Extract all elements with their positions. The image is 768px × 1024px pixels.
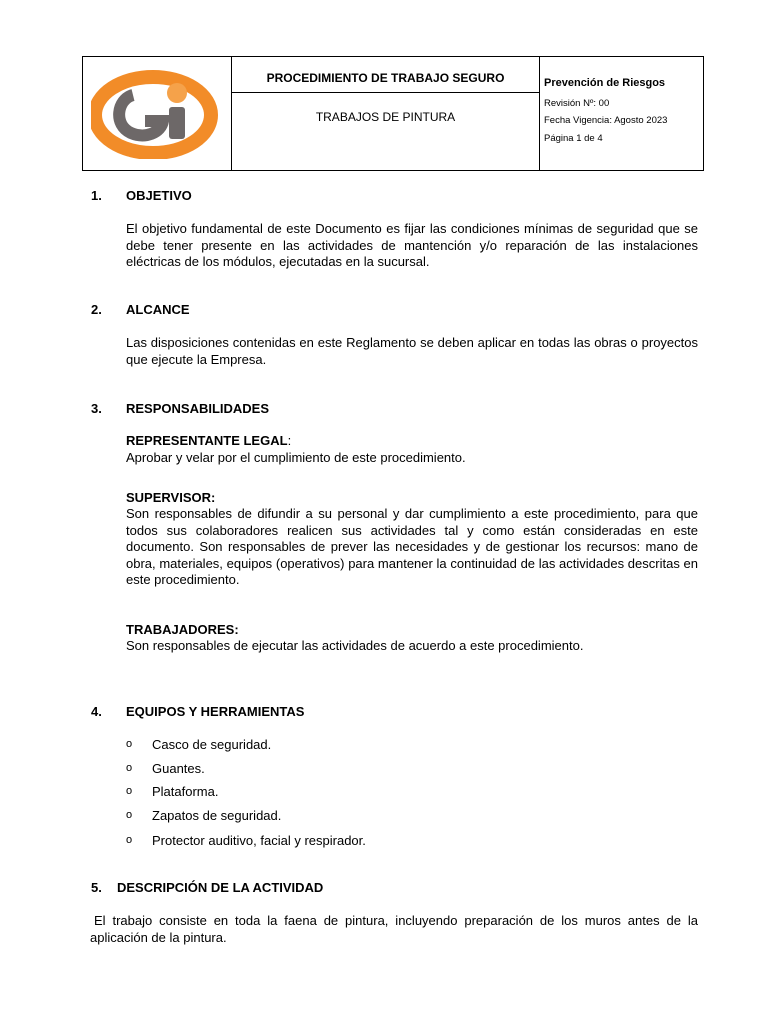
meta-vigencia: Fecha Vigencia: Agosto 2023 bbox=[544, 115, 668, 126]
document-header-table bbox=[82, 56, 704, 171]
meta-revision: Revisión Nº: 00 bbox=[544, 98, 610, 109]
bullet-icon: o bbox=[126, 762, 133, 774]
bullet-icon: o bbox=[126, 809, 133, 821]
logo-cell bbox=[83, 57, 232, 170]
legal-rep-colon: : bbox=[287, 433, 292, 448]
section-title: ALCANCE bbox=[126, 302, 190, 317]
section-number: 1. bbox=[91, 188, 102, 203]
workers-label: TRABAJADORES: bbox=[126, 622, 239, 637]
company-logo-icon bbox=[91, 67, 223, 159]
list-item-text: Protector auditivo, facial y respirador. bbox=[152, 833, 366, 848]
section-2-text: Las disposiciones contenidas en este Reglamento se deben aplicar en todas las obras o proyectos que ejecute la Empresa. bbox=[126, 335, 698, 367]
procedure-title: PROCEDIMIENTO DE TRABAJO SEGURO bbox=[232, 57, 539, 93]
list-item-text: Plataforma. bbox=[152, 784, 219, 799]
workers-text: Son responsables de ejecutar las actividades de acuerdo a este procedimiento. bbox=[126, 638, 584, 653]
section-1-text: El objetivo fundamental de este Documento es fijar las condiciones mínimas de seguridad que se debe tener presente en las actividades de mantención y/o reparación de las instalaciones eléctricas de los módulos, ejecutadas en la sucursal. bbox=[126, 221, 698, 269]
meta-department: Prevención de Riesgos bbox=[544, 77, 666, 89]
section-number: 5. bbox=[91, 880, 102, 895]
section-title: DESCRIPCIÓN DE LA ACTIVIDAD bbox=[117, 880, 324, 895]
list-item-text: Casco de seguridad. bbox=[152, 737, 272, 752]
section-title: EQUIPOS Y HERRAMIENTAS bbox=[126, 704, 305, 719]
section-number: 3. bbox=[91, 401, 102, 416]
bullet-icon: o bbox=[126, 834, 133, 846]
supervisor-text: Son responsables de difundir a su personal y dar cumplimiento a este procedimiento, para que todos sus colaboradores realicen sus actividades tal y como están consideradas en este documento. Son responsables de prever las necesidades y de gestionar los recursos: mano de obra, materiales, equipos (operativos) para mantener la continuidad de las actividades descritas en este procedimiento. bbox=[126, 506, 698, 587]
section-number: 4. bbox=[91, 704, 102, 719]
section-title: RESPONSABILIDADES bbox=[126, 401, 270, 416]
supervisor-label: SUPERVISOR: bbox=[126, 490, 216, 505]
legal-rep-text: Aprobar y velar por el cumplimiento de este procedimiento. bbox=[126, 450, 466, 465]
meta-page: Página 1 de 4 bbox=[544, 133, 603, 144]
meta-cell bbox=[540, 57, 703, 170]
list-item-text: Guantes. bbox=[152, 761, 205, 776]
bullet-icon: o bbox=[126, 738, 133, 750]
title-cell bbox=[232, 57, 540, 170]
procedure-subtitle: TRABAJOS DE PINTURA bbox=[315, 110, 456, 124]
section-5-text: El trabajo consiste en toda la faena de pintura, incluyendo preparación de los muros antes de la aplicación de la pintura. bbox=[90, 913, 698, 945]
section-title: OBJETIVO bbox=[126, 188, 192, 203]
legal-rep-label-text: REPRESENTANTE LEGAL bbox=[126, 433, 288, 448]
list-item-text: Zapatos de seguridad. bbox=[152, 808, 282, 823]
section-number: 2. bbox=[91, 302, 102, 317]
bullet-icon: o bbox=[126, 785, 133, 797]
legal-rep-label bbox=[126, 433, 291, 448]
